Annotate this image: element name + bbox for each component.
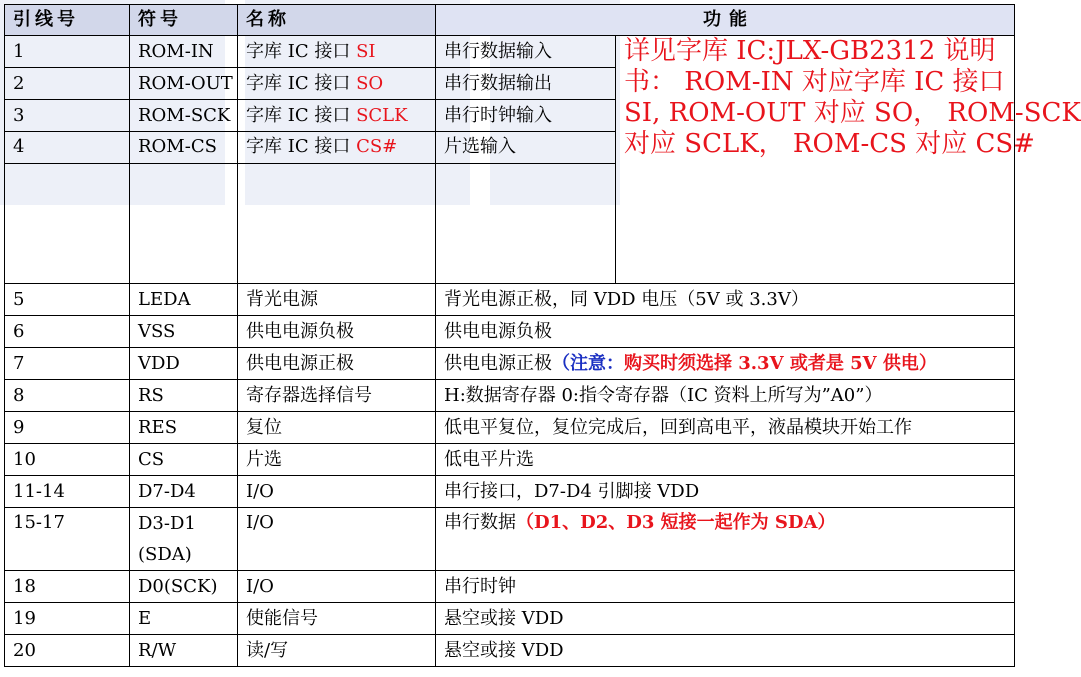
name-text: 字库 IC 接口 [246, 73, 357, 94]
cell-name: 片选 [238, 444, 436, 476]
cell-pin: 4 [5, 132, 130, 164]
cell-pin: 1 [5, 36, 130, 68]
header-function: 功能 [436, 5, 1015, 36]
note-text: （D1、D2、D3 短接一起作为 SDA） [516, 512, 836, 533]
note-label: （注意： [552, 353, 624, 374]
cell-name: 供电电源正极 [238, 348, 436, 380]
table-row [5, 635, 1015, 667]
cell-function [436, 348, 1015, 380]
cell-empty [5, 164, 130, 284]
cell-name: 供电电源负极 [238, 316, 436, 348]
signal-name: SCLK [356, 105, 408, 126]
cell-symbol: D7-D4 [130, 476, 238, 508]
table-row [5, 508, 1015, 571]
signal-name: CS# [356, 136, 398, 157]
cell-symbol: E [130, 603, 238, 635]
header-pin: 引线号 [5, 5, 130, 36]
cell-symbol: ROM-CS [130, 132, 238, 164]
cell-pin: 3 [5, 100, 130, 132]
table-row [5, 476, 1015, 508]
header-row [5, 5, 1015, 36]
header-symbol: 符号 [130, 5, 238, 36]
cell-name [238, 68, 436, 100]
cell-name [238, 132, 436, 164]
function-text: 串行数据 [444, 512, 516, 533]
cell-function: 串行数据输入 [436, 36, 616, 68]
rom-note-line: 对应 SCLK， ROM-CS 对应 CS# [624, 129, 1035, 159]
cell-name: 读/写 [238, 635, 436, 667]
cell-symbol: ROM-SCK [130, 100, 238, 132]
cell-symbol: LEDA [130, 284, 238, 316]
cell-symbol: VDD [130, 348, 238, 380]
cell-empty [436, 164, 616, 284]
cell-empty [130, 164, 238, 284]
table-row [5, 444, 1015, 476]
cell-function: 背光电源正极，同 VDD 电压（5V 或 3.3V） [436, 284, 1015, 316]
cell-name: 复位 [238, 412, 436, 444]
cell-name [238, 36, 436, 68]
rom-note-line: 书： ROM-IN 对应字库 IC 接口 [624, 67, 1005, 97]
cell-function: 串行数据输出 [436, 68, 616, 100]
cell-name: I/O [238, 571, 436, 603]
cell-pin: 18 [5, 571, 130, 603]
table-row [5, 603, 1015, 635]
pin-definition-table [4, 4, 1081, 667]
cell-empty [238, 164, 436, 284]
table-row [5, 36, 1015, 68]
cell-symbol: RES [130, 412, 238, 444]
cell-pin: 19 [5, 603, 130, 635]
cell-pin: 2 [5, 68, 130, 100]
cell-pin: 15-17 [5, 508, 130, 571]
cell-name: 背光电源 [238, 284, 436, 316]
cell-name: 寄存器选择信号 [238, 380, 436, 412]
cell-name: I/O [238, 508, 436, 571]
cell-function: 悬空或接 VDD [436, 635, 1015, 667]
cell-pin: 10 [5, 444, 130, 476]
cell-name [238, 100, 436, 132]
cell-function: 低电平片选 [436, 444, 1015, 476]
cell-pin: 8 [5, 380, 130, 412]
cell-function: 片选输入 [436, 132, 616, 164]
symbol-line: D3-D1 [138, 513, 196, 534]
cell-symbol: ROM-IN [130, 36, 238, 68]
name-text: 字库 IC 接口 [246, 41, 357, 62]
note-text: 购买时须选择 3.3V 或者是 5V 供电） [624, 353, 937, 374]
cell-pin: 9 [5, 412, 130, 444]
cell-name: I/O [238, 476, 436, 508]
signal-name: SI [356, 41, 376, 62]
signal-name: SO [356, 73, 384, 94]
table-row [5, 571, 1015, 603]
cell-function: 悬空或接 VDD [436, 603, 1015, 635]
cell-pin: 5 [5, 284, 130, 316]
cell-pin: 6 [5, 316, 130, 348]
name-text: 字库 IC 接口 [246, 105, 357, 126]
cell-pin: 11-14 [5, 476, 130, 508]
cell-function: 低电平复位，复位完成后，回到高电平，液晶模块开始工作 [436, 412, 1015, 444]
cell-symbol [130, 508, 238, 571]
cell-name: 使能信号 [238, 603, 436, 635]
cell-symbol: VSS [130, 316, 238, 348]
cell-function: 串行接口，D7-D4 引脚接 VDD [436, 476, 1015, 508]
rom-note-line: SI, ROM-OUT 对应 SO， ROM-SCK [624, 98, 1081, 128]
name-text: 字库 IC 接口 [246, 136, 357, 157]
rom-note-cell [616, 36, 1081, 284]
cell-symbol: RS [130, 380, 238, 412]
cell-function: 串行时钟 [436, 571, 1015, 603]
cell-symbol: CS [130, 444, 238, 476]
cell-function: H:数据寄存器 0:指令寄存器（IC 资料上所写为”A0”） [436, 380, 1015, 412]
cell-symbol: R/W [130, 635, 238, 667]
cell-function: 串行时钟输入 [436, 100, 616, 132]
cell-pin: 20 [5, 635, 130, 667]
header-name: 名称 [238, 5, 436, 36]
cell-symbol: D0(SCK) [130, 571, 238, 603]
table-row [5, 380, 1015, 412]
table-row [5, 316, 1015, 348]
cell-function [436, 508, 1015, 571]
function-text: 供电电源正极 [444, 353, 552, 374]
cell-function: 供电电源负极 [436, 316, 1015, 348]
table-row [5, 348, 1015, 380]
symbol-line: (SDA) [138, 544, 192, 565]
table-row [5, 284, 1015, 316]
cell-pin: 7 [5, 348, 130, 380]
table-row [5, 412, 1015, 444]
rom-note-line: 详见字库 IC:JLX-GB2312 说明 [624, 36, 996, 66]
cell-symbol: ROM-OUT [130, 68, 238, 100]
